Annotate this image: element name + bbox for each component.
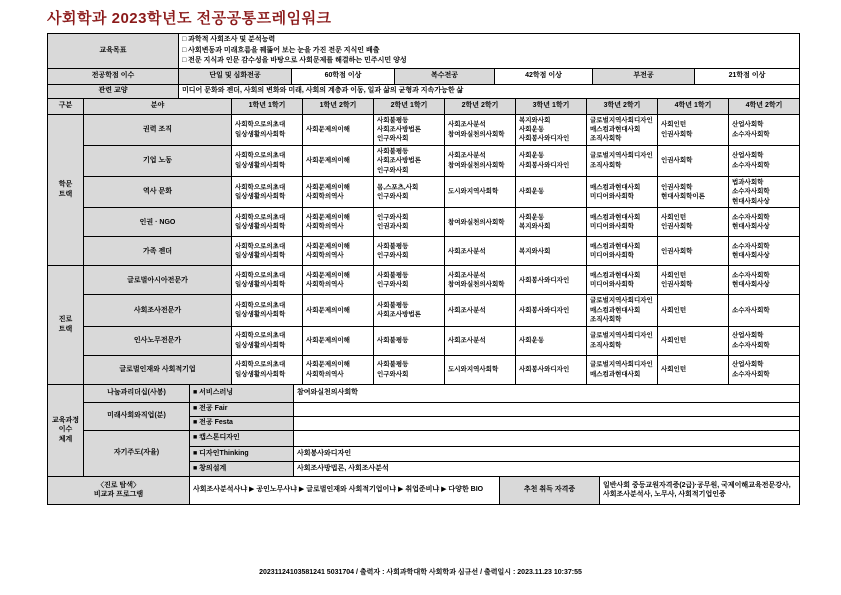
course-cell: 사회조사분석: [445, 237, 516, 266]
liberal-content: 미디어 문화와 젠더, 사회의 변화와 미래, 사회의 계층과 이동, 일과 삶의 균형과 지속가능한 삶: [179, 84, 800, 98]
field-label: 사회조사전문가: [84, 295, 232, 326]
col-header-semester: 1학년 1학기: [232, 98, 303, 114]
course-cell: 사회문제의이해 사회학의역사: [303, 237, 374, 266]
program-category-label: 나눔과리더십(사봉): [84, 384, 190, 402]
course-cell: 인권사회학 현대사회학이론: [658, 177, 729, 208]
course-cell: 사회문제의이해 사회학의역사: [303, 355, 374, 384]
program-category-label: 미래사회와직업(분): [84, 402, 190, 430]
course-cell: 산업사회학 소수자사회학: [729, 114, 800, 145]
course-cell: 인구와사회 인권과사회: [374, 208, 445, 237]
course-cell: 도시와지역사회학: [445, 355, 516, 384]
roadmap-question-cell: 사회조사분석사냐 ▶ 공인노무사냐 ▶ 글로벌인재와 사회적기업이냐 ▶ 취업준비냐 ▶ 다양한 BIO: [190, 476, 500, 504]
course-cell: 글로벌지역사회디자인 조직사회학: [587, 326, 658, 355]
course-cell: 사회문제의이해: [303, 295, 374, 326]
credit-value-single: 60학점 이상: [292, 68, 395, 84]
credit-type-single: 단일 및 심화전공: [179, 68, 292, 84]
col-header-semester: 4학년 1학기: [658, 98, 729, 114]
course-cell: 산업사회학 소수자사회학: [729, 355, 800, 384]
programs-group-label: 교육과정 이수 체계: [48, 384, 84, 476]
course-cell: 매스컴과현대사회 미디어와사회학: [587, 208, 658, 237]
course-cell: 복지와사회 사회운동 사회봉사와디자인: [516, 114, 587, 145]
print-footer: 20231124103581241 5031704 / 출력자 : 사회과학대학 사회학과 심규선 / 출력일시 : 2023.11.23 10:37:55: [259, 569, 582, 576]
course-cell: 사회문제의이해: [303, 145, 374, 176]
course-cell: 사회불평등 사회조사방법론 인구와사회: [374, 145, 445, 176]
course-cell: 사회불평등 인구와사회: [374, 237, 445, 266]
program-course-cell: 사회조사방법론, 사회조사분석: [294, 461, 800, 476]
course-cell: 글로벌지역사회디자인 조직사회학: [587, 145, 658, 176]
col-header-semester: 2학년 2학기: [445, 98, 516, 114]
course-cell: 사회인턴 인권사회학: [658, 114, 729, 145]
course-cell: 사회학으로의초대 일상생활의사회학: [232, 295, 303, 326]
course-cell: 소수자사회학 현대사회사상: [729, 237, 800, 266]
tables-container: [47, 34, 801, 505]
course-cell: 사회운동 복지와사회: [516, 208, 587, 237]
field-label: 글로벌인재와 사회적기업: [84, 355, 232, 384]
course-cell: 소수자사회학: [729, 295, 800, 326]
program-category-label: 자기주도(자율): [84, 430, 190, 476]
program-name-cell: ■ 서비스러닝: [190, 384, 294, 402]
program-course-cell: [294, 430, 800, 446]
course-cell: 글로벌지역사회디자인 매스컴과현대사회 조직사회학: [587, 295, 658, 326]
course-cell: 글로벌지역사회디자인 매스컴과현대사회 조직사회학: [587, 114, 658, 145]
course-cell: 사회문제의이해: [303, 326, 374, 355]
course-cell: 사회인턴: [658, 295, 729, 326]
course-cell: 매스컴과현대사회 미디어와사회학: [587, 177, 658, 208]
col-header-gubun: 구분: [48, 98, 84, 114]
course-cell: 글로벌지역사회디자인 매스컴과현대사회: [587, 355, 658, 384]
curriculum-grid-table: [47, 98, 800, 385]
col-header-semester: 1학년 2학기: [303, 98, 374, 114]
col-header-semester: 3학년 2학기: [587, 98, 658, 114]
credit-type-minor: 부전공: [593, 68, 695, 84]
course-cell: 사회불평등 인구와사회: [374, 355, 445, 384]
field-label: 인권 · NGO: [84, 208, 232, 237]
program-name-cell: ■ 캡스톤디자인: [190, 430, 294, 446]
course-cell: 인권사회학: [658, 237, 729, 266]
credit-type-double: 복수전공: [395, 68, 495, 84]
liberal-label: 관련 교양: [48, 84, 179, 98]
course-cell: 사회봉사와디자인: [516, 355, 587, 384]
course-cell: 사회인턴: [658, 355, 729, 384]
course-cell: 소수자사회학 현대사회사상: [729, 208, 800, 237]
col-header-semester: 4학년 2학기: [729, 98, 800, 114]
course-cell: 사회학으로의초대 일상생활의사회학: [232, 266, 303, 295]
programs-table: [47, 384, 800, 505]
col-header-semester: 2학년 1학기: [374, 98, 445, 114]
program-name-cell: ■ 디자인Thinking: [190, 446, 294, 461]
course-cell: 몸,스포츠,사회 인구와사회: [374, 177, 445, 208]
course-cell: 사회운동: [516, 326, 587, 355]
edu-goal-content: [179, 34, 800, 69]
course-cell: 사회봉사와디자인: [516, 295, 587, 326]
program-name-cell: ■ 전공 Fair: [190, 402, 294, 416]
course-cell: 사회문제의이해 사회학의역사: [303, 177, 374, 208]
course-cell: 사회조사분석 참여와실천의사회학: [445, 114, 516, 145]
course-cell: 복지와사회: [516, 237, 587, 266]
edu-goal-line-1: □ 과학적 사회조사 및 분석능력: [182, 36, 276, 43]
course-cell: 사회학으로의초대 일상생활의사회학: [232, 208, 303, 237]
col-header-field: 분야: [84, 98, 232, 114]
field-label: 권력 조직: [84, 114, 232, 145]
course-cell: 사회봉사와디자인: [516, 266, 587, 295]
program-course-cell: [294, 416, 800, 430]
edu-info-table: [47, 33, 800, 99]
course-cell: 인권사회학: [658, 145, 729, 176]
course-cell: 사회조사분석 참여와실천의사회학: [445, 145, 516, 176]
track-group-label: 학문 트랙: [48, 114, 84, 266]
course-cell: 사회문제의이해 사회학의역사: [303, 208, 374, 237]
field-label: 인사노무전문가: [84, 326, 232, 355]
course-cell: 사회운동: [516, 177, 587, 208]
field-label: 가족 젠더: [84, 237, 232, 266]
program-name-cell: ■ 창의설계: [190, 461, 294, 476]
course-cell: 사회불평등 사회조사방법론 인구와사회: [374, 114, 445, 145]
field-label: 역사 문화: [84, 177, 232, 208]
course-cell: 사회학으로의초대 일상생활의사회학: [232, 145, 303, 176]
program-name-cell: ■ 전공 Festa: [190, 416, 294, 430]
course-cell: 사회인턴: [658, 326, 729, 355]
field-label: 기업 노동: [84, 145, 232, 176]
course-cell: 매스컴과현대사회 미디어와사회학: [587, 266, 658, 295]
credit-value-double: 42학점 이상: [495, 68, 593, 84]
course-cell: 산업사회학 소수자사회학: [729, 326, 800, 355]
cert-label: 추천 취득 자격증: [500, 476, 600, 504]
course-cell: 사회학으로의초대 일상생활의사회학: [232, 177, 303, 208]
course-cell: 매스컴과현대사회 미디어와사회학: [587, 237, 658, 266]
edu-goal-label: 교육목표: [48, 34, 179, 69]
course-cell: 사회조사분석: [445, 326, 516, 355]
program-course-cell: [294, 402, 800, 416]
course-cell: 참여와실천의사회학: [445, 208, 516, 237]
course-cell: 사회학으로의초대 일상생활의사회학: [232, 237, 303, 266]
edu-goal-line-2: □ 사회변동과 미래흐름을 꿰뚫어 보는 눈을 가진 전문 지식인 배출: [182, 46, 380, 54]
course-cell: 사회불평등 사회조사방법론: [374, 295, 445, 326]
credit-value-minor: 21학점 이상: [695, 68, 800, 84]
track-group-label: 진로 트랙: [48, 266, 84, 384]
program-course-cell: 참여와실천의사회학: [294, 384, 800, 402]
course-cell: 도시와지역사회학: [445, 177, 516, 208]
credit-label: 전공학점 이수: [48, 68, 179, 84]
course-cell: 사회학으로의초대 일상생활의사회학: [232, 326, 303, 355]
course-cell: 사회조사분석 참여와실천의사회학: [445, 266, 516, 295]
course-cell: 사회문제의이해 사회학의역사: [303, 266, 374, 295]
course-cell: 사회조사분석: [445, 295, 516, 326]
course-cell: 법과사회학 소수자사회학 현대사회사상: [729, 177, 800, 208]
course-cell: 사회인턴 인권사회학: [658, 208, 729, 237]
course-cell: 사회학으로의초대 일상생활의사회학: [232, 114, 303, 145]
course-cell: 사회불평등: [374, 326, 445, 355]
course-cell: 사회학으로의초대 일상생활의사회학: [232, 355, 303, 384]
course-cell: 소수자사회학 현대사회사상: [729, 266, 800, 295]
cert-list-cell: 일반사회 중등교원자격증(2급)·공무원, 국제이해교육전문강사, 사회조사분석사, 노무사, 사회적기업인증: [600, 476, 800, 504]
course-cell: 산업사회학 소수자사회학: [729, 145, 800, 176]
program-course-cell: 사회봉사와디자인: [294, 446, 800, 461]
page-title: 사회학과 2023학년도 전공공통프레임워크: [47, 10, 332, 27]
course-cell: 사회문제의이해: [303, 114, 374, 145]
course-cell: 사회운동 사회봉사와디자인: [516, 145, 587, 176]
course-cell: 사회인턴 인권사회학: [658, 266, 729, 295]
col-header-semester: 3학년 1학기: [516, 98, 587, 114]
roadmap-label: 〈진로 탐색〉 비교과 프로그램: [48, 476, 190, 504]
course-cell: 사회불평등 인구와사회: [374, 266, 445, 295]
edu-goal-line-3: □ 전문 지식과 인문 감수성을 바탕으로 사회문제를 해결하는 민주시민 양성: [182, 57, 407, 64]
field-label: 글로벌아시아전문가: [84, 266, 232, 295]
